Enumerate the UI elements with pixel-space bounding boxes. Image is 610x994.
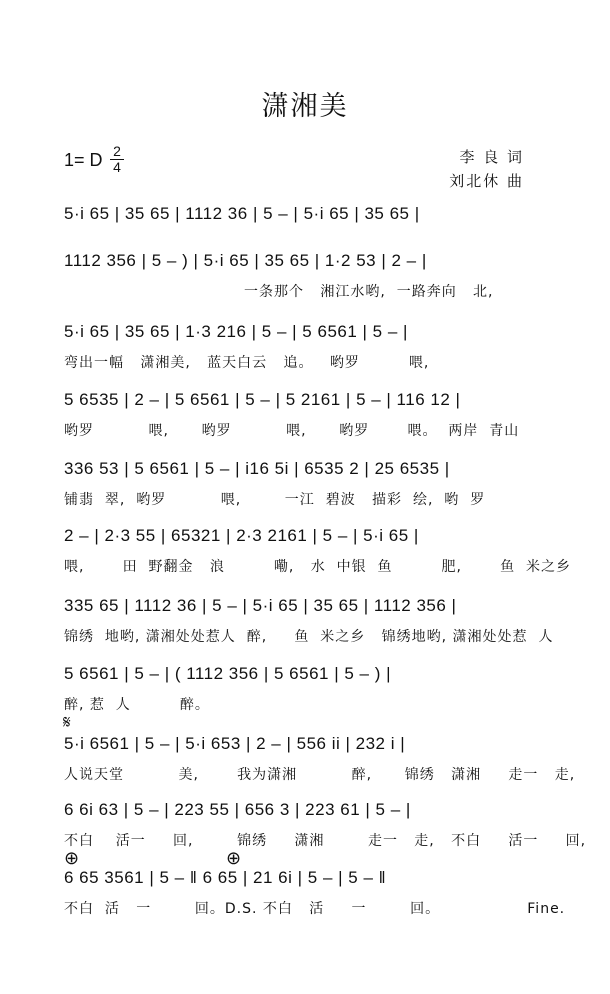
lyrics-row-4: 哟罗 喂, 哟罗 喂, 哟罗 喂。 两岸 青山 [64, 423, 520, 439]
notes-row-11: 6 65 3561 | 5 – ‖ 6 65 | 21 6i | 5 – | 5 – ‖ [64, 868, 387, 887]
time-numerator: 2 [113, 143, 121, 159]
key-signature: 1= D [64, 150, 103, 170]
notes-row-3: 5·i 65 | 35 65 | 1·3 216 | 5 – | 5 6561 | 5 – | [64, 322, 408, 341]
lyrics-row-2: 一条那个 湘江水哟, 一路奔向 北, [244, 284, 494, 300]
segno-sign: 𝄋 [63, 712, 71, 733]
coda-sign-jump: ⊕ [226, 848, 242, 869]
time-denominator: 4 [113, 159, 121, 175]
notes-row-4: 5 6535 | 2 – | 5 6561 | 5 – | 5 2161 | 5 – | 116 12 | [64, 390, 461, 409]
lyrics-row-10: 不白 活一 回, 锦绣 潇湘 走一 走, 不白 活一 回, [64, 833, 587, 849]
notes-row-9: 5·i 6561 | 5 – | 5·i 653 | 2 – | 556 ii | 232 i | [64, 734, 406, 753]
lyrics-row-7: 锦绣 地哟, 潇湘处处惹人 醉, 鱼 米之乡 锦绣地哟, 潇湘处处惹 人 [64, 629, 554, 645]
notes-row-7: 335 65 | 1112 36 | 5 – | 5·i 65 | 35 65 | 1112 356 | [64, 596, 457, 615]
notes-row-2: 1112 356 | 5 – ) | 5·i 65 | 35 65 | 1·2 53 | 2 – | [64, 251, 427, 270]
lyrics-row-3: 弯出一幅 潇湘美, 蓝天白云 追。 哟罗 喂, [64, 355, 430, 371]
lyrics-row-5: 铺翡 翠, 哟罗 喂, 一江 碧波 描彩 绘, 哟 罗 [64, 492, 486, 508]
composer-credit: 刘北休 曲 [449, 172, 524, 190]
notes-row-5: 336 53 | 5 6561 | 5 – | i16 5i | 6535 2 | 25 6535 | [64, 459, 450, 478]
time-signature [110, 145, 124, 174]
notes-row-6: 2 – | 2·3 55 | 65321 | 2·3 2161 | 5 – | 5·i 65 | [64, 526, 419, 545]
lyrics-row-6: 喂, 田 野翻金 浪 嘞, 水 中银 鱼 肥, 鱼 米之乡 [64, 559, 572, 575]
song-title: 潇湘美 [261, 91, 349, 122]
lyrics-row-8: 醉, 惹 人 醉。 [64, 697, 210, 713]
notes-row-1: 5·i 65 | 35 65 | 1112 36 | 5 – | 5·i 65 | 35 65 | [64, 204, 420, 223]
coda-sign-start: ⊕ [64, 848, 80, 869]
lyrics-row-11: 不白 活 一 回。D.S. 不白 活 一 回。 Fine. [64, 901, 566, 917]
lyrics-row-9: 人说天堂 美, 我为潇湘 醉, 锦绣 潇湘 走一 走, [64, 767, 576, 783]
notes-row-10: 6 6i 63 | 5 – | 223 55 | 656 3 | 223 61 | 5 – | [64, 800, 411, 819]
lyricist-credit: 李 良 词 [459, 148, 524, 166]
notes-row-8: 5 6561 | 5 – | ( 1112 356 | 5 6561 | 5 – ) | [64, 664, 391, 683]
